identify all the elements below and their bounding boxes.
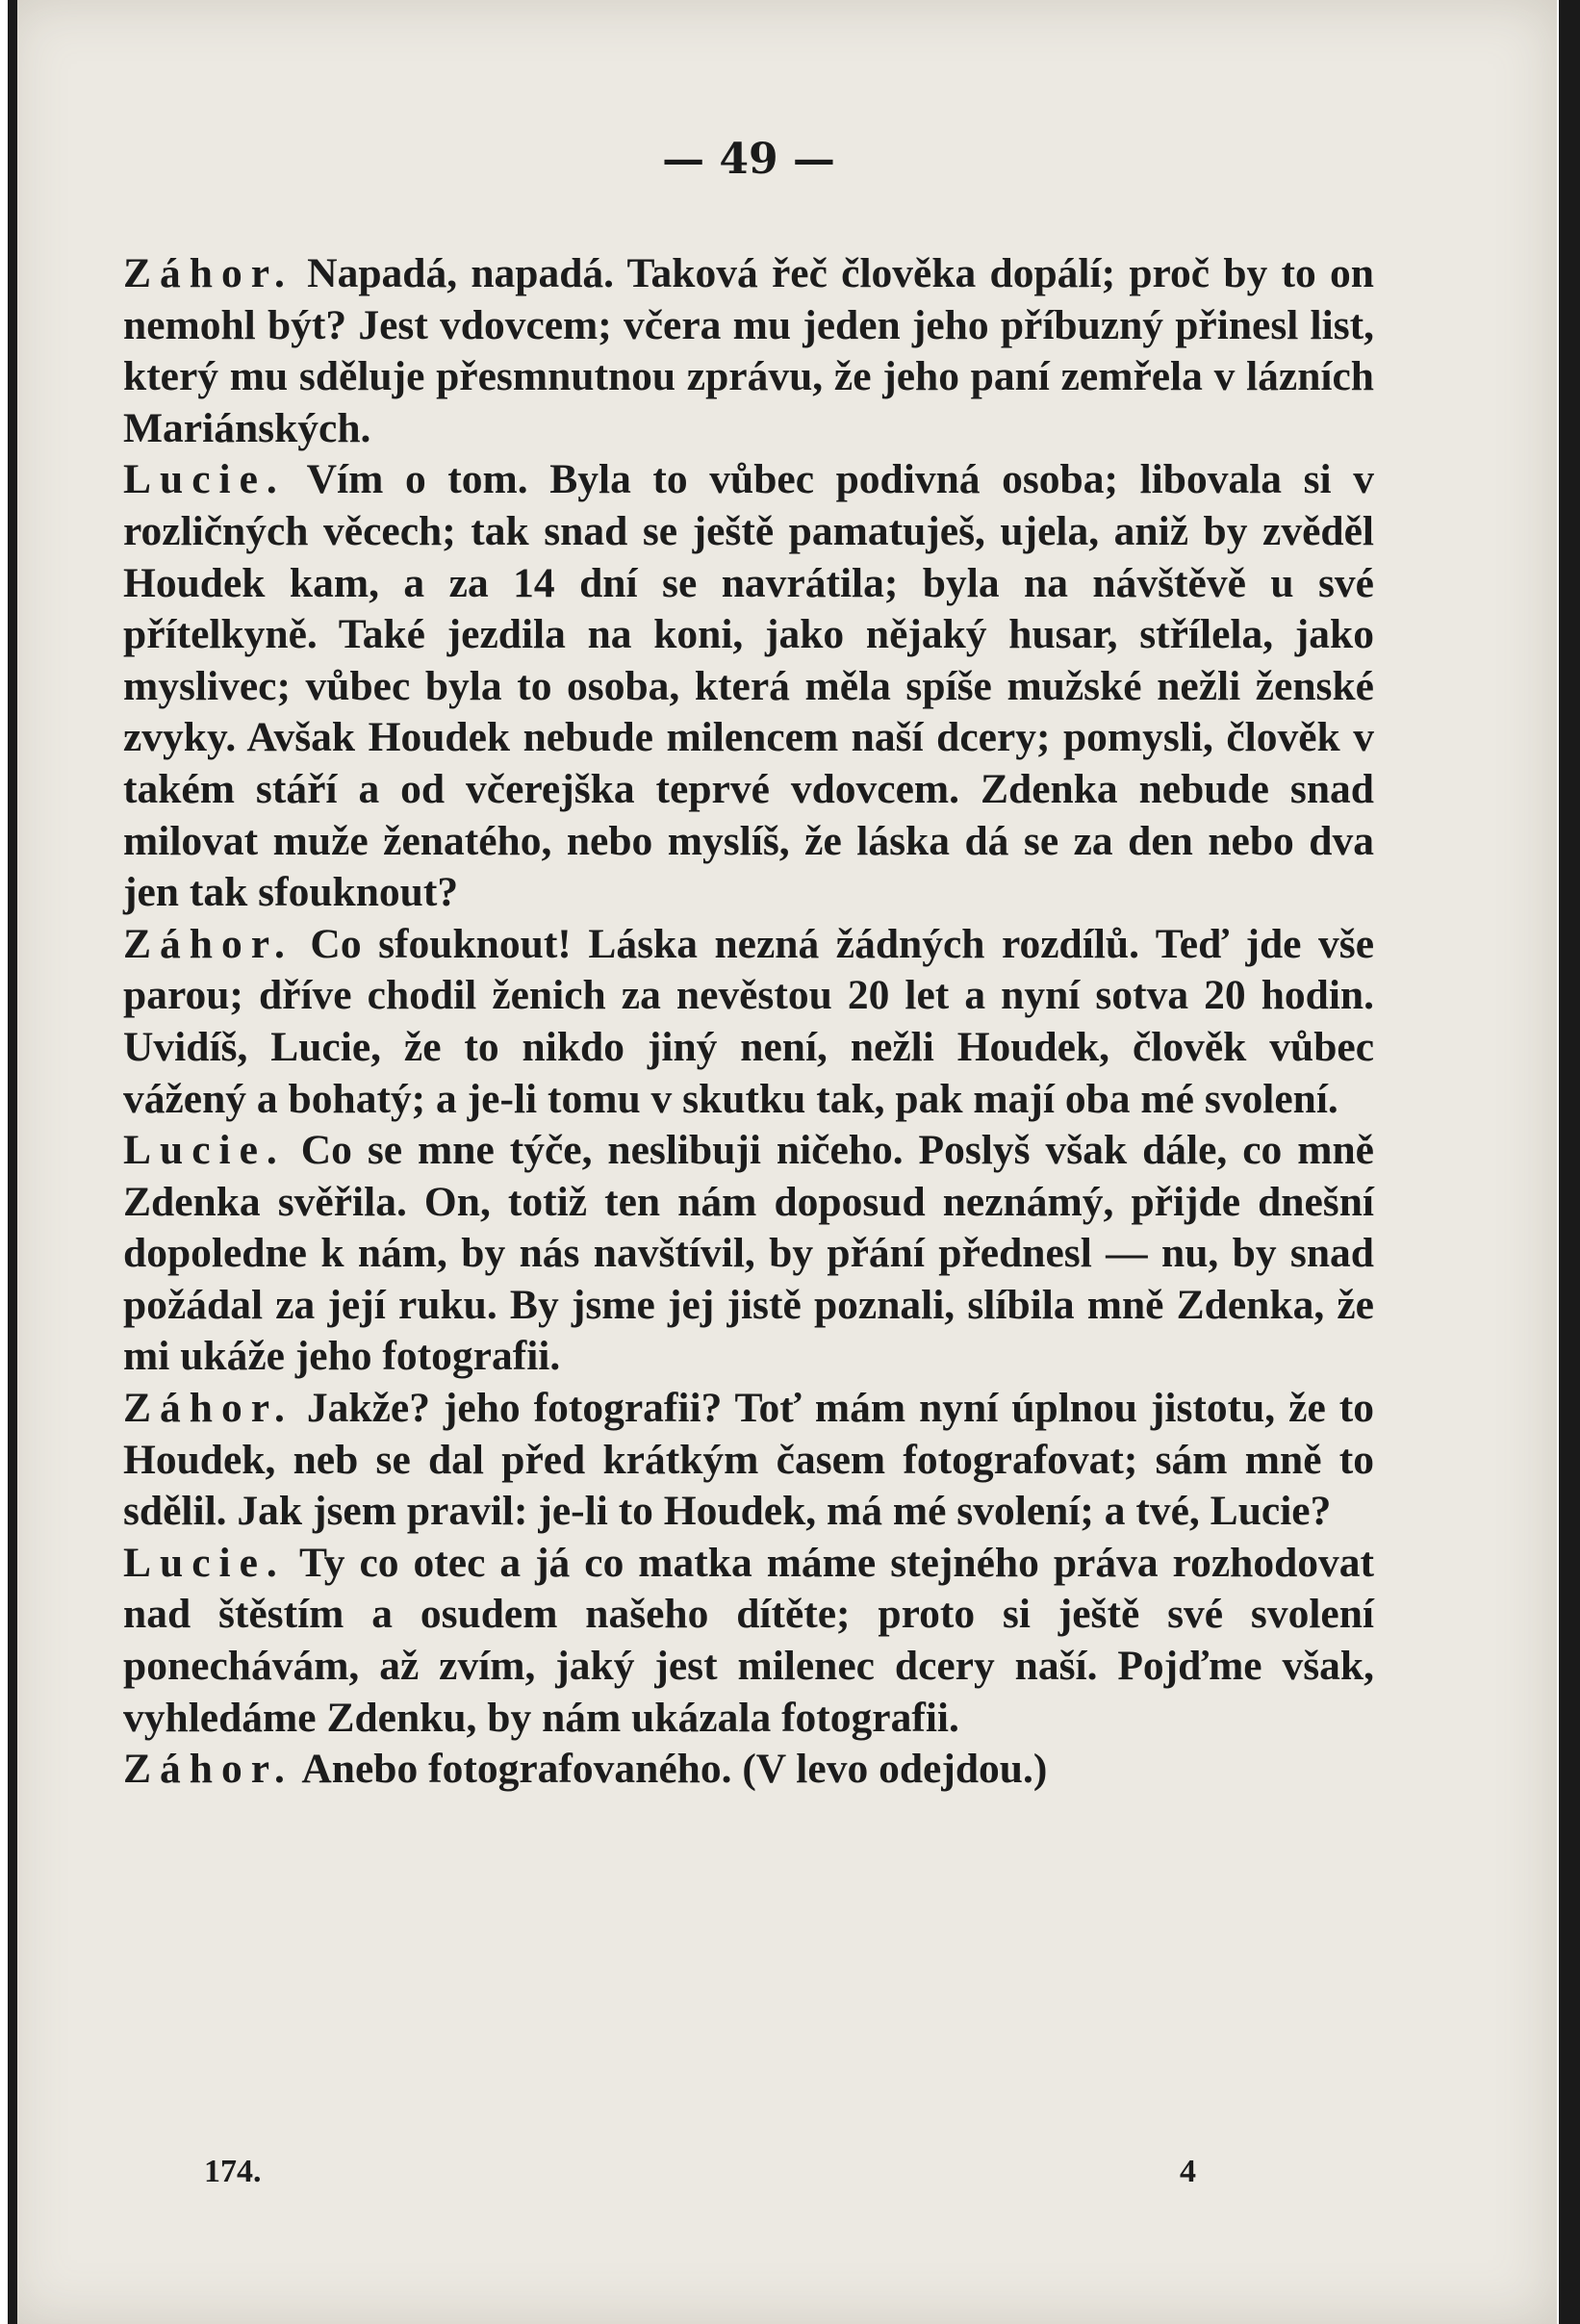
paragraph [123, 1383, 1374, 1538]
sheet-number: 4 [1180, 2154, 1196, 2189]
paragraph [123, 454, 1374, 918]
dialogue-text [123, 248, 1374, 1796]
speaker-name: Záhor. [123, 920, 293, 967]
speech-text: Anebo fotografovaného. (V levo odejdou.) [293, 1746, 1048, 1793]
speech-text: Ty co otec a já co matka máme stejného práva rozhodovat nad štěstím a osudem našeho dítěte; proto si ještě své svolení ponechávám, až zvím, jaký jest milenec dcery naší. Pojďme však, vyhledáme Zdenku, by nám ukázala fotografii. [123, 1539, 1374, 1741]
speech-text: Co se mne týče, neslibuji ničeho. Poslyš však dále, co mně Zdenka svěřila. On, totiž ten nám doposud neznámý, přijde dnešní dopoledne k nám, by nás navštívil, by přání přednesl — nu, by snad požádal za její ruku. By jsme jej jistě poznali, slíbila mně Zdenka, že mi ukáže jeho fotografii. [123, 1127, 1374, 1380]
page-edge-right [1559, 0, 1580, 2324]
printer-signature: 174. [204, 2154, 262, 2189]
speech-text: Co sfouknout! Láska nezná žádných rozdílů. Teď jde vše parou; dříve chodil ženich za nevěstou 20 let a nyní sotva 20 hodin. Uvidíš, Lucie, že to nikdo jiný není, nežli Houdek, člověk vůbec vážený a bohatý; a je-li tomu v skutku tak, pak mají oba mé svolení. [123, 920, 1374, 1122]
speaker-name: Záhor. [123, 1385, 293, 1432]
speaker-name: Lucie. [123, 456, 286, 503]
paragraph [123, 919, 1374, 1125]
paragraph [123, 248, 1374, 454]
page-edge-left [8, 0, 17, 2324]
speaker-name: Lucie. [123, 1539, 286, 1586]
speaker-name: Záhor. [123, 1746, 293, 1793]
speaker-name: Záhor. [123, 250, 293, 296]
paragraph [123, 1538, 1374, 1744]
page-number: — 49 — [662, 135, 835, 184]
speech-text: Jakže? jeho fotografii? Toť mám nyní úplnou jistotu, že to Houdek, neb se dal před krátkým časem fotografovat; sám mně to sdělil. Jak jsem pravil: je-li to Houdek, má mé svolení; a tvé, Lucie? [123, 1385, 1374, 1535]
paragraph [123, 1125, 1374, 1383]
paragraph [123, 1744, 1374, 1796]
speaker-name: Lucie. [123, 1127, 286, 1174]
speech-text: Napadá, napadá. Taková řeč člověka dopálí; proč by to on nemohl být? Jest vdovcem; včera mu jeden jeho příbuzný přinesl list, který mu sděluje přesmnutnou zprávu, že jeho paní zemřela v lázních Mariánských. [123, 250, 1374, 451]
speech-text: Vím o tom. Byla to vůbec podivná osoba; libovala si v rozličných věcech; tak snad se ještě pamatuješ, ujela, aniž by zvěděl Houdek kam, a za 14 dní se navrátila; byla na návštěvě u své přítelkyně. Také jezdila na koni, jako nějaký husar, střílela, jako myslivec; vůbec byla to osoba, která měla spíše mužské nežli ženské zvyky. Avšak Houdek nebude milencem naší dcery; pomysli, člověk v takém stáří a od včerejška teprvé vdovcem. Zdenka nebude snad milovat muže ženatého, nebo myslíš, že láska dá se za den nebo dva jen tak sfouknout? [123, 456, 1374, 916]
book-page [8, 0, 1557, 2324]
